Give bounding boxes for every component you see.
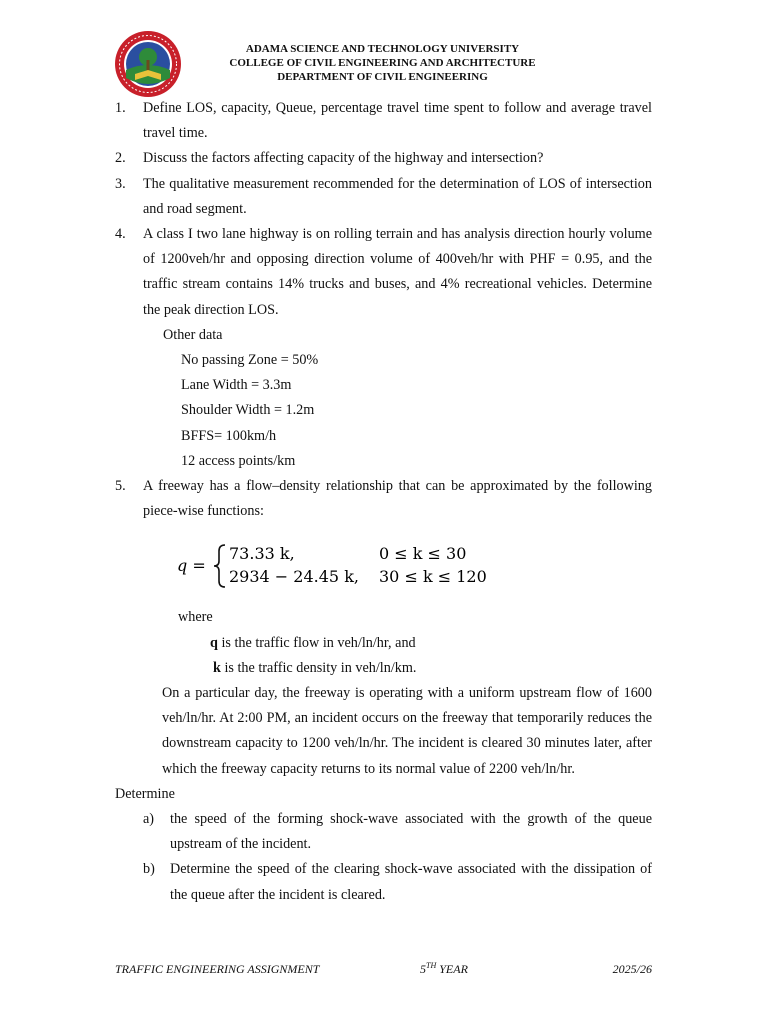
- footer-year-suffix: TH: [426, 961, 437, 970]
- equation-lhs: q =: [177, 556, 206, 576]
- other-data-label: Other data: [163, 326, 223, 343]
- question-number: 5.: [115, 478, 126, 495]
- case2-condition: 30 ≤ k ≤ 120: [379, 567, 487, 587]
- symbol-k: k: [213, 659, 221, 676]
- footer-year-number: 5: [420, 962, 426, 976]
- other-data-item: 12 access points/km: [181, 452, 296, 469]
- university-logo: [113, 30, 183, 98]
- university-name: ADAMA SCIENCE AND TECHNOLOGY UNIVERSITY: [245, 43, 520, 55]
- item-letter: a): [143, 811, 155, 828]
- determine-label: Determine: [115, 785, 175, 802]
- footer-course: TRAFFIC ENGINEERING ASSIGNMENT: [115, 962, 320, 976]
- case1-expression: 73.33 k,: [229, 544, 295, 564]
- case2-expression: 2934 − 24.45 k,: [229, 567, 359, 587]
- assignment-body: [115, 96, 652, 908]
- item-text: the speed of the forming shock-wave associated with the growth of the queue upstream of the incident.: [170, 811, 652, 853]
- footer-academic-year: 2025/26: [612, 962, 652, 976]
- piecewise-equation: [167, 533, 652, 599]
- footer-year: [420, 962, 468, 977]
- question-1: [115, 96, 652, 146]
- incident-paragraph: On a particular day, the freeway is operating with a uniform upstream flow of 1600 veh/ln/hr. At 2:00 PM, an incident occurs on the freeway that temporarily reduces the downstream capacity to 1200 veh/ln/hr. The incident is cleared 30 minutes later, after which the freeway capacity returns to its normal value of 2200 veh/ln/hr.: [162, 685, 652, 777]
- definition-q-text: is the traffic flow in veh/ln/hr, and: [217, 634, 416, 651]
- question-text: Discuss the factors affecting capacity of the highway and intersection?: [143, 150, 544, 167]
- question-text: A class I two lane highway is on rolling terrain and has analysis direction hourly volume of 1200veh/hr and opposing direction volume of 400veh/hr with PHF = 0.95, and the traffic stream contains 14% trucks and buses, and 4% recreational vehicles. Determine the peak direction LOS.: [143, 226, 652, 318]
- question-text: A freeway has a flow–density relationship that can be approximated by the following piece-wise functions:: [143, 478, 652, 520]
- footer-year-word: YEAR: [436, 962, 468, 976]
- symbol-q: q: [210, 634, 218, 651]
- question-text: Define LOS, capacity, Queue, percentage travel time spent to follow and average travel travel time.: [143, 100, 652, 142]
- question-text: The qualitative measurement recommended for the determination of LOS of intersection and road segment.: [143, 175, 652, 217]
- determine-item-a: [115, 807, 652, 857]
- other-data-item: BFFS= 100km/h: [181, 427, 277, 444]
- question-number: 1.: [115, 100, 126, 116]
- equation-brace: [214, 545, 225, 587]
- item-text: Determine the speed of the clearing shock-wave associated with the dissipation of the queue after the incident is cleared.: [170, 861, 652, 903]
- definition-k: [115, 656, 652, 681]
- question-3: [115, 172, 652, 222]
- document-header: [190, 42, 575, 84]
- question-2: [115, 146, 652, 171]
- department-name: DEPARTMENT OF CIVIL ENGINEERING: [277, 71, 488, 83]
- definition-q: [115, 631, 652, 656]
- where-label: where: [178, 609, 213, 626]
- college-name: COLLEGE OF CIVIL ENGINEERING AND ARCHITECTURE: [229, 57, 536, 69]
- question-number: 3.: [115, 175, 126, 192]
- question-number: 4.: [115, 226, 126, 243]
- item-letter: b): [143, 861, 155, 878]
- other-data-item: Lane Width = 3.3m: [181, 377, 292, 394]
- case1-condition: 0 ≤ k ≤ 30: [379, 544, 467, 564]
- question-number: 2.: [115, 150, 126, 167]
- question-5: [115, 474, 652, 524]
- other-data-item: Shoulder Width = 1.2m: [181, 402, 315, 419]
- definition-k-text: is the traffic density in veh/ln/km.: [220, 659, 417, 676]
- determine-item-b: [115, 857, 652, 907]
- question-4: [115, 222, 652, 323]
- other-data-item: No passing Zone = 50%: [181, 352, 319, 369]
